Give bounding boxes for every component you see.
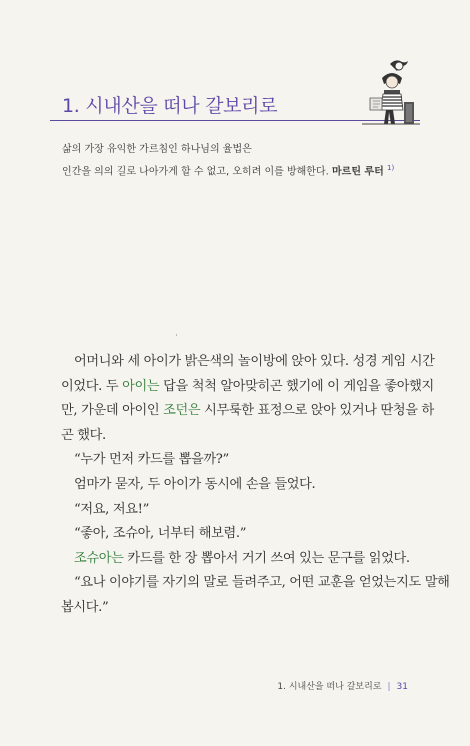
body-line	[61, 375, 434, 400]
epigraph-author: 마르틴 루터	[332, 166, 384, 178]
highlighted-name: 조던은	[163, 403, 201, 419]
page-number: 31	[396, 682, 408, 692]
dialogue-line: 봅시다.”	[61, 599, 109, 615]
epigraph-line	[62, 159, 442, 181]
reading-boy-with-bird-icon	[352, 58, 424, 128]
page-footer	[277, 679, 408, 692]
print-speck	[176, 334, 177, 336]
body-line	[61, 547, 411, 572]
dialogue-line: “좋아, 조슈아, 너부터 해보렴.”	[74, 526, 247, 542]
footer-separator: |	[387, 682, 391, 692]
epigraph-text: 인간을 의의 길로 나아가게 할 수 없고, 오히려 이를 방해한다.	[62, 166, 329, 178]
chapter-title: 1. 시내산을 떠나 갈보리로	[62, 95, 278, 117]
epigraph-line: 삶의 가장 유익한 가르침인 하나님의 율법은	[62, 144, 252, 155]
running-title: 1. 시내산을 떠나 갈보리로	[277, 682, 382, 692]
body-line: 곤 했다.	[61, 427, 106, 443]
highlighted-name: 조슈아는	[74, 550, 124, 566]
dialogue-line: “요나 이야기를 자기의 말로 들려주고, 어떤 교훈을 얻었는지도 말해	[74, 575, 450, 591]
body-text-run: 답을 척척 알아맞히곤 했기에 이 게임을 좋아했지	[159, 378, 434, 394]
body-text-run: 만, 가운데 아이인	[61, 403, 164, 419]
body-text-run: 시무룩한 표정으로 앉아 있거나 딴청을 하	[200, 403, 434, 419]
highlighted-name: 아이는	[122, 378, 160, 394]
body-text-run: 카드를 한 장 뽑아서 거기 쓰여 있는 문구를 읽었다.	[123, 550, 410, 566]
dialogue-line: “저요, 저요!”	[74, 501, 149, 517]
body-line: 엄마가 묻자, 두 아이가 동시에 손을 들었다.	[74, 476, 316, 492]
body-text-run: 이었다. 두	[61, 378, 123, 394]
epigraph	[62, 140, 442, 181]
body-line	[61, 399, 434, 424]
dialogue-line: “누가 먼저 카드를 뽑을까?”	[74, 452, 229, 468]
body-text	[61, 350, 450, 621]
body-line: 어머니와 세 아이가 밝은색의 놀이방에 앉아 있다. 성경 게임 시간	[74, 354, 435, 369]
footnote-marker[interactable]: 1)	[386, 164, 395, 172]
